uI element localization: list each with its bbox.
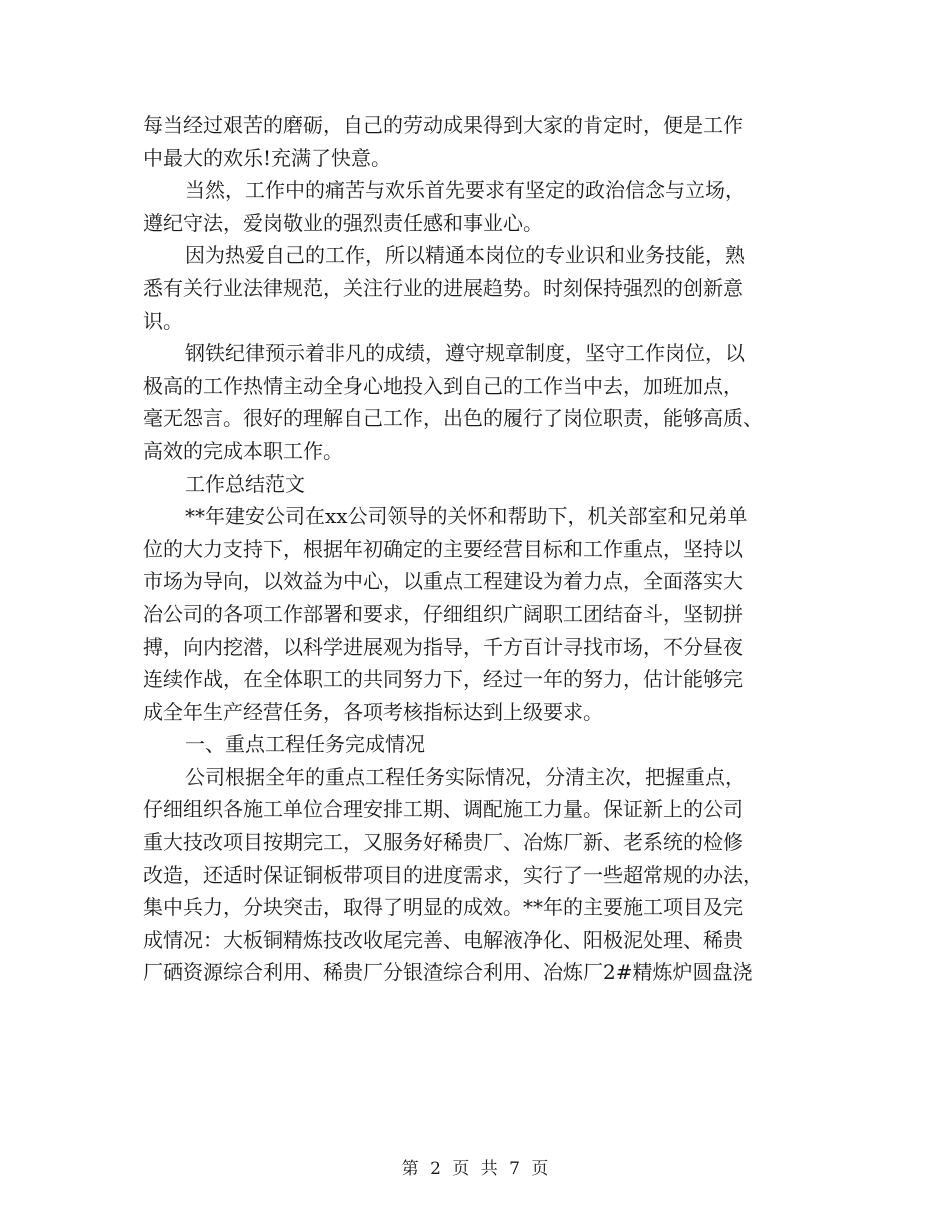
text-line: 遵纪守法，爱岗敬业的强烈责任感和事业心。	[143, 210, 543, 235]
text-line: 当然，工作中的痛苦与欢乐首先要求有坚定的政治信念与立场，	[185, 178, 745, 203]
text-line: 集中兵力，分块突击，取得了明显的成效。**年的主要施工项目及完	[143, 895, 743, 920]
text-line: 识。	[143, 308, 183, 333]
text-line: 中最大的欢乐!充满了快意。	[143, 145, 392, 170]
text-line: 仔细组织各施工单位合理安排工期、调配施工力量。保证新上的公司	[143, 797, 743, 822]
text-line: 悉有关行业法律规范，关注行业的进展趋势。时刻保持强烈的创新意	[143, 275, 743, 300]
text-line: 公司根据全年的重点工程任务实际情况，分清主次，把握重点，	[185, 764, 745, 789]
text-line: 高效的完成本职工作。	[143, 438, 343, 463]
text-line: 位的大力支持下，根据年初确定的主要经营目标和工作重点，坚持以	[143, 536, 743, 561]
text-line: 极高的工作热情主动全身心地投入到自己的工作当中去，加班加点，	[143, 373, 743, 398]
text-line: 每当经过艰苦的磨砺，自己的劳动成果得到大家的肯定时，便是工作	[143, 113, 743, 137]
text-line: 因为热爱自己的工作，所以精通本岗位的专业识和业务技能，熟	[185, 243, 745, 268]
text-line: 成情况：大板铜精炼技改收尾完善、电解液净化、阳极泥处理、稀贵	[143, 927, 743, 952]
text-line: 市场为导向，以效益为中心，以重点工程建设为着力点，全面落实大	[143, 569, 743, 594]
text-line: 冶公司的各项工作部署和要求，仔细组织广阔职工团结奋斗，坚韧拼	[143, 601, 743, 626]
text-line: 搏，向内挖潜，以科学进展观为指导，千方百计寻找市场，不分昼夜	[143, 634, 743, 659]
text-line: 成全年生产经营任务，各项考核指标达到上级要求。	[143, 699, 603, 724]
text-line: **年建安公司在xx公司领导的关怀和帮助下，机关部室和兄弟单	[185, 504, 748, 529]
page-number-footer: 第 2 页 共 7 页	[401, 1159, 549, 1179]
text-line: 重大技改项目按期完工，又服务好稀贵厂、冶炼厂新、老系统的检修	[143, 830, 743, 855]
document-body	[143, 109, 813, 989]
text-line: 毫无怨言。很好的理解自己工作，出色的履行了岗位职责，能够高质、	[143, 406, 763, 431]
text-line: 工作总结范文	[185, 471, 305, 496]
text-line: 厂硒资源综合利用、稀贵厂分银渣综合利用、冶炼厂2#精炼炉圆盘浇	[143, 960, 753, 985]
text-line: 连续作战，在全体职工的共同努力下，经过一年的努力，估计能够完	[143, 667, 743, 692]
text-line: 改造，还适时保证铜板带项目的进度需求，实行了一些超常规的办法，	[143, 862, 763, 887]
text-line: 一、重点工程任务完成情况	[185, 732, 425, 757]
text-line: 钢铁纪律预示着非凡的成绩，遵守规章制度，坚守工作岗位，以	[185, 341, 745, 366]
